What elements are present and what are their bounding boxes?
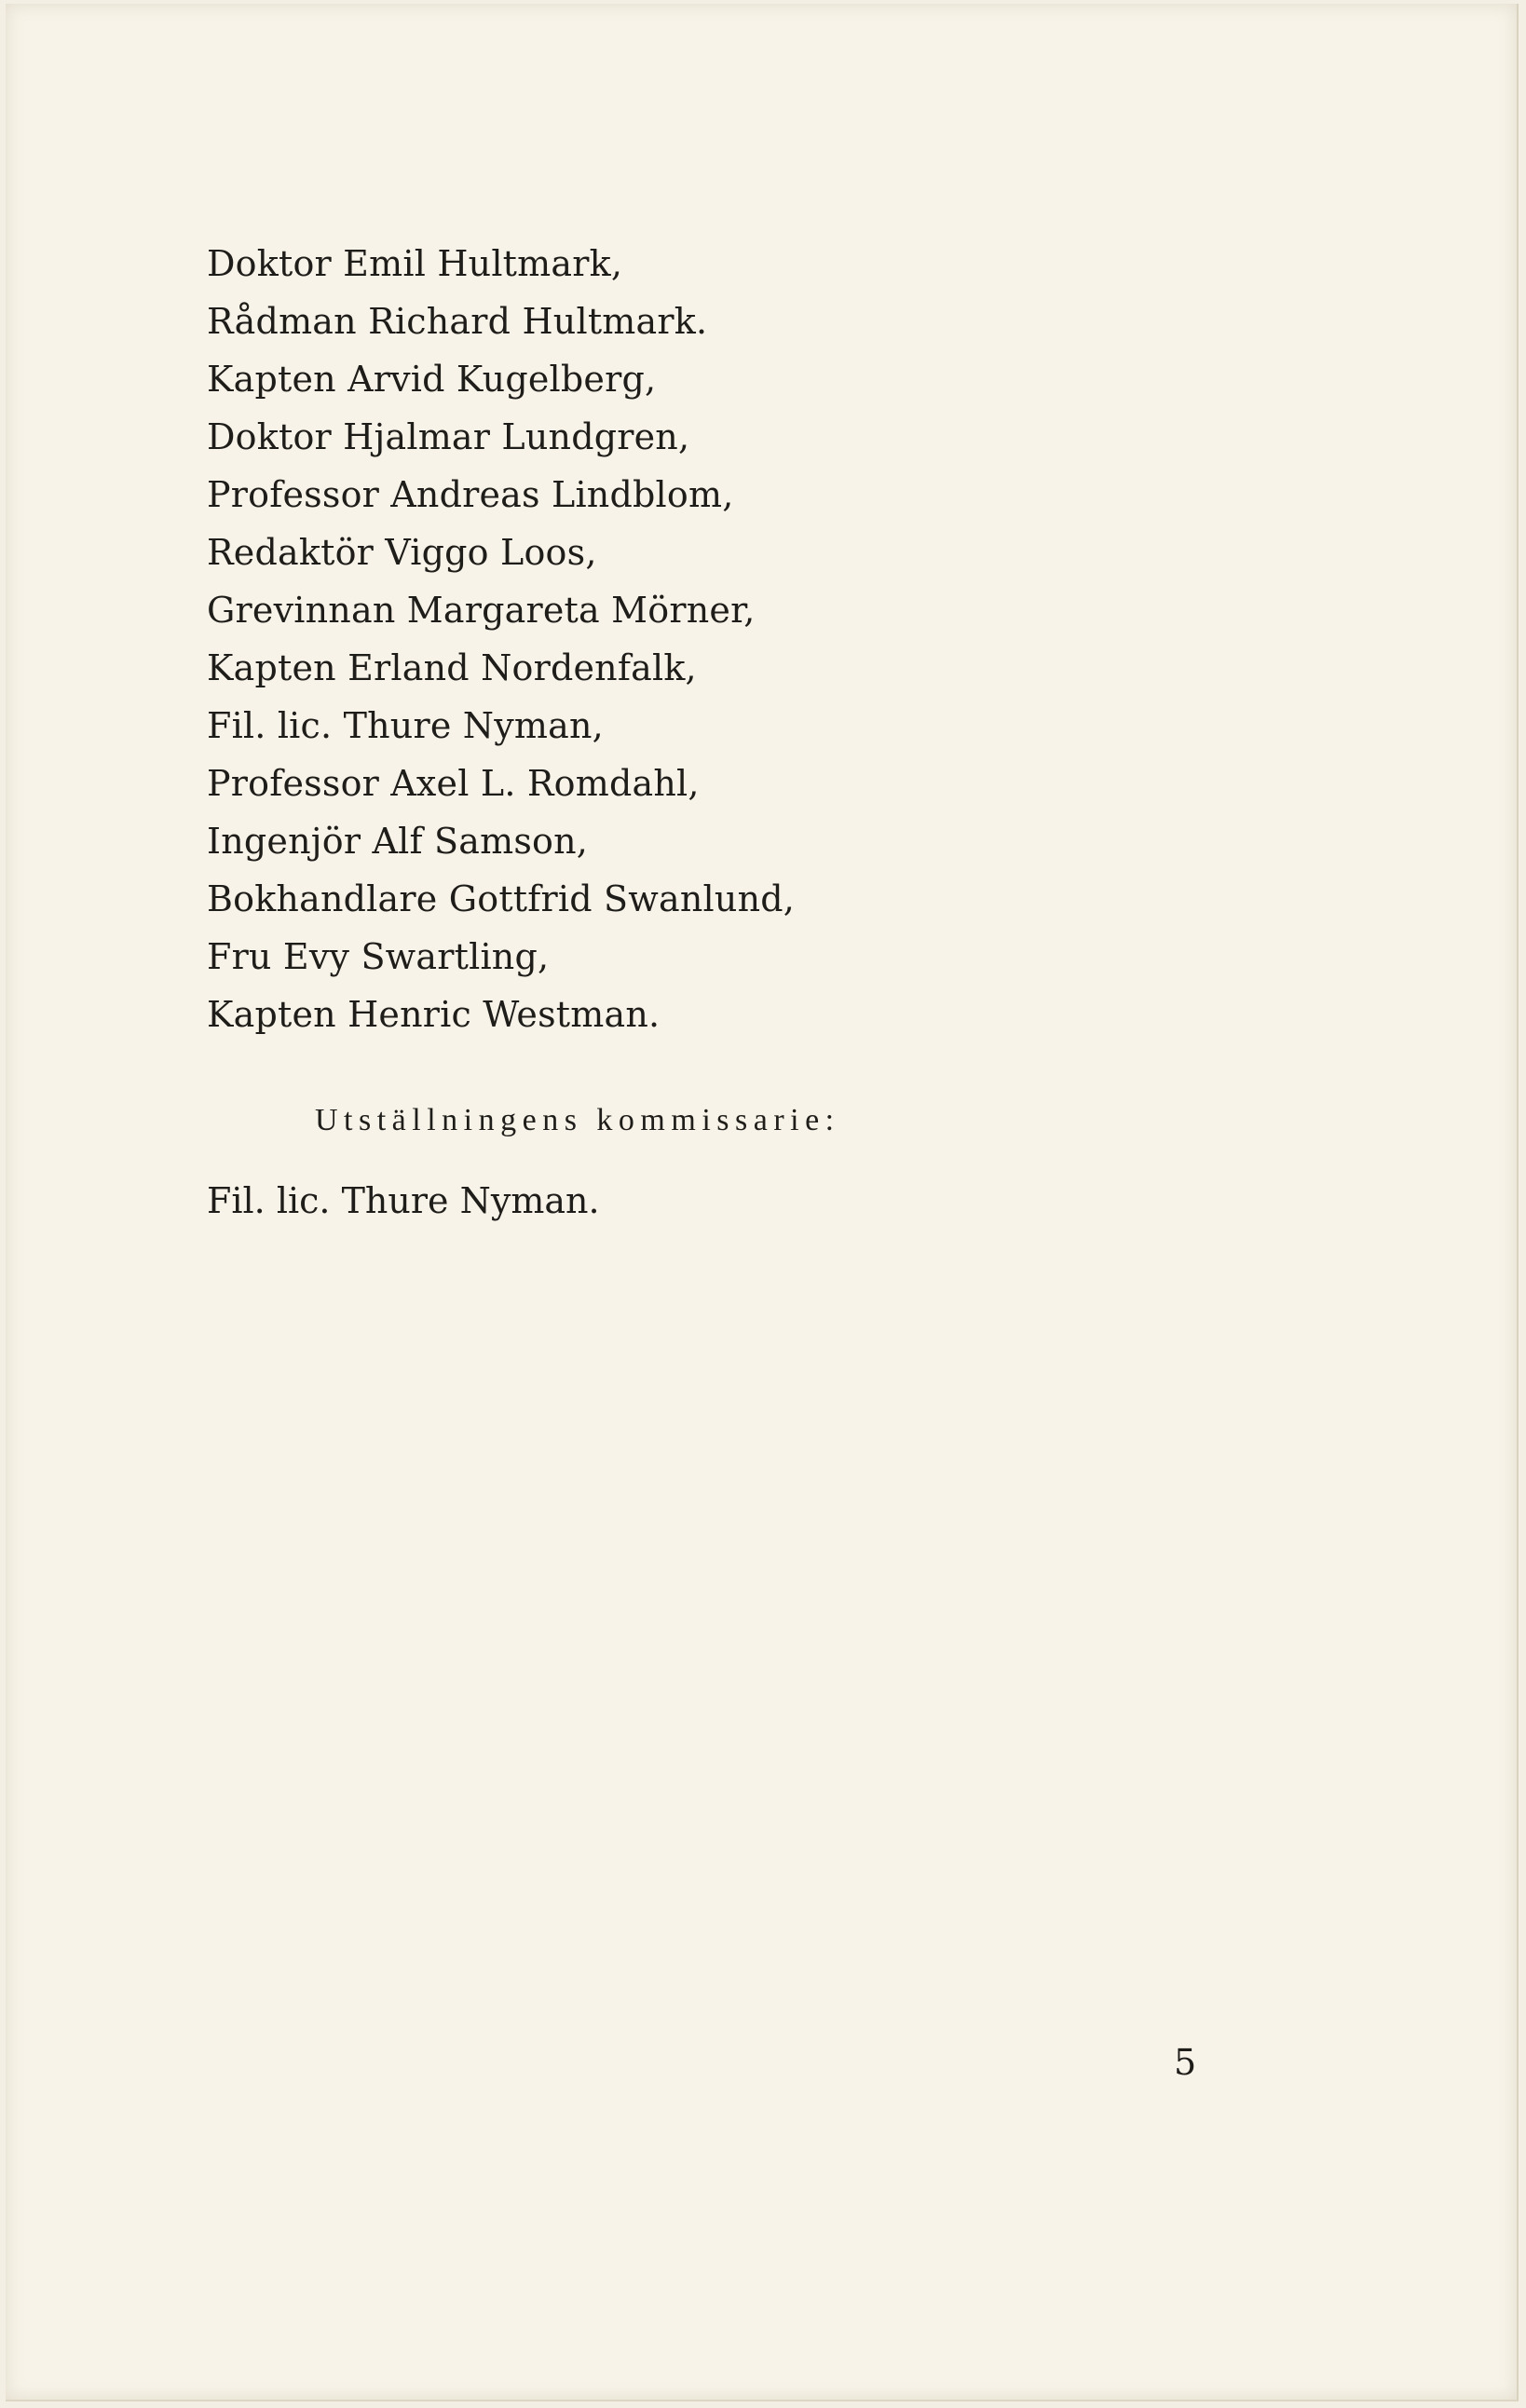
commissioner-name: Fil. lic. Thure Nyman. [207, 1180, 600, 1221]
member-name: Rådman Richard Hultmark. [207, 301, 708, 342]
member-name: Professor Andreas Lindblom, [207, 474, 734, 515]
member-name: Kapten Arvid Kugelberg, [207, 359, 657, 400]
member-name: Bokhandlare Gottfrid Swanlund, [207, 878, 796, 919]
member-name: Kapten Henric Westman. [207, 994, 661, 1035]
page-number: 5 [1174, 2042, 1197, 2083]
member-name: Ingenjör Alf Samson, [207, 821, 589, 862]
member-name: Grevinnan Margareta Mörner, [207, 590, 756, 631]
committee-member-list [207, 235, 795, 1043]
member-name: Doktor Emil Hultmark, [207, 243, 623, 284]
member-name: Redaktör Viggo Loos, [207, 532, 597, 573]
member-name: Doktor Hjalmar Lundgren, [207, 416, 690, 457]
member-name: Fil. lic. Thure Nyman, [207, 705, 604, 746]
commissioner-heading: Utställningens kommissarie: [315, 1103, 840, 1137]
member-name: Kapten Erland Nordenfalk, [207, 647, 697, 688]
member-name: Fru Evy Swartling, [207, 936, 550, 977]
document-page [6, 4, 1519, 2401]
member-name: Professor Axel L. Romdahl, [207, 763, 700, 804]
